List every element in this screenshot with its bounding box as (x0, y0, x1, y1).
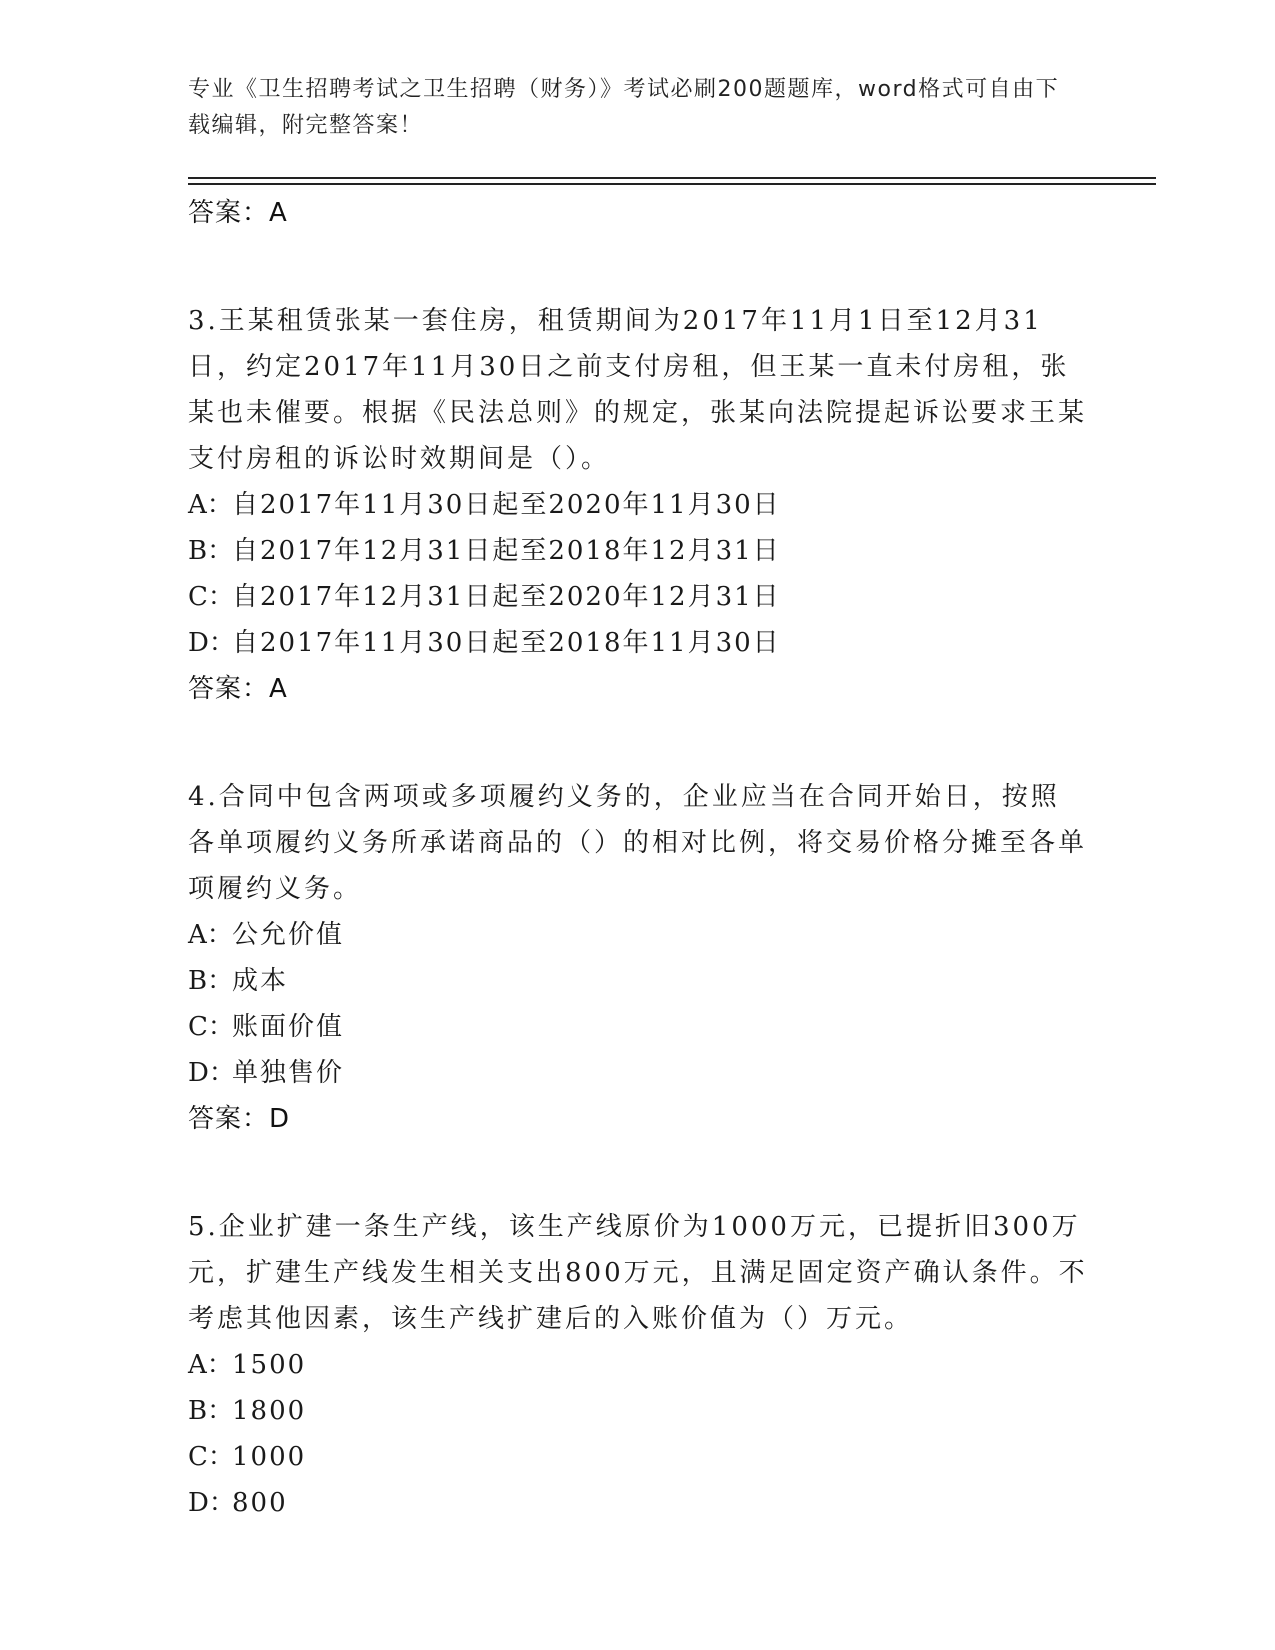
option-c[interactable]: C：自2017年12月31日起至2020年12月31日 (188, 582, 781, 612)
option-a[interactable]: A：1500 (188, 1350, 307, 1380)
header-divider-bottom (188, 183, 1156, 185)
header-divider-top (188, 177, 1156, 179)
option-b[interactable]: B：1800 (188, 1396, 307, 1426)
question-stem: 5.企业扩建一条生产线，该生产线原价为1000万元，已提折旧300万元，扩建生产线发生相关支出800万元，且满足固定资产确认条件。不考虑其他因素，该生产线扩建后的入账价值为（）万元。 (188, 1212, 1088, 1334)
option-d[interactable]: D：800 (188, 1488, 288, 1518)
option-c[interactable]: C：1000 (188, 1442, 307, 1472)
question-stem: 3.王某租赁张某一套住房，租赁期间为2017年11月1日至12月31日，约定2017年11月30日之前支付房租，但王某一直未付房租，张某也未催要。根据《民法总则》的规定，张某向法院提起诉讼要求王某支付房租的诉讼时效期间是（）。 (188, 306, 1088, 474)
previous-answer: 答案：A (188, 198, 288, 228)
answer-line: 答案：D (188, 1104, 291, 1134)
option-b[interactable]: B：自2017年12月31日起至2018年12月31日 (188, 536, 781, 566)
document-header: 专业《卫生招聘考试之卫生招聘（财务）》考试必刷200题题库，word格式可自由下载编辑，附完整答案！ (188, 77, 1060, 138)
option-d[interactable]: D：单独售价 (188, 1058, 345, 1088)
question-stem: 4.合同中包含两项或多项履约义务的，企业应当在合同开始日，按照各单项履约义务所承诺商品的（）的相对比例，将交易价格分摊至各单项履约义务。 (188, 782, 1088, 904)
question-list (188, 190, 1088, 1526)
option-a[interactable]: A：自2017年11月30日起至2020年11月30日 (188, 490, 781, 520)
question-4 (188, 774, 1088, 1142)
option-d[interactable]: D：自2017年11月30日起至2018年11月30日 (188, 628, 781, 658)
answer-line: 答案：A (188, 674, 288, 704)
option-a[interactable]: A：公允价值 (188, 920, 345, 950)
question-5 (188, 1204, 1088, 1526)
option-b[interactable]: B：成本 (188, 966, 289, 996)
option-c[interactable]: C：账面价值 (188, 1012, 345, 1042)
question-3 (188, 298, 1088, 712)
